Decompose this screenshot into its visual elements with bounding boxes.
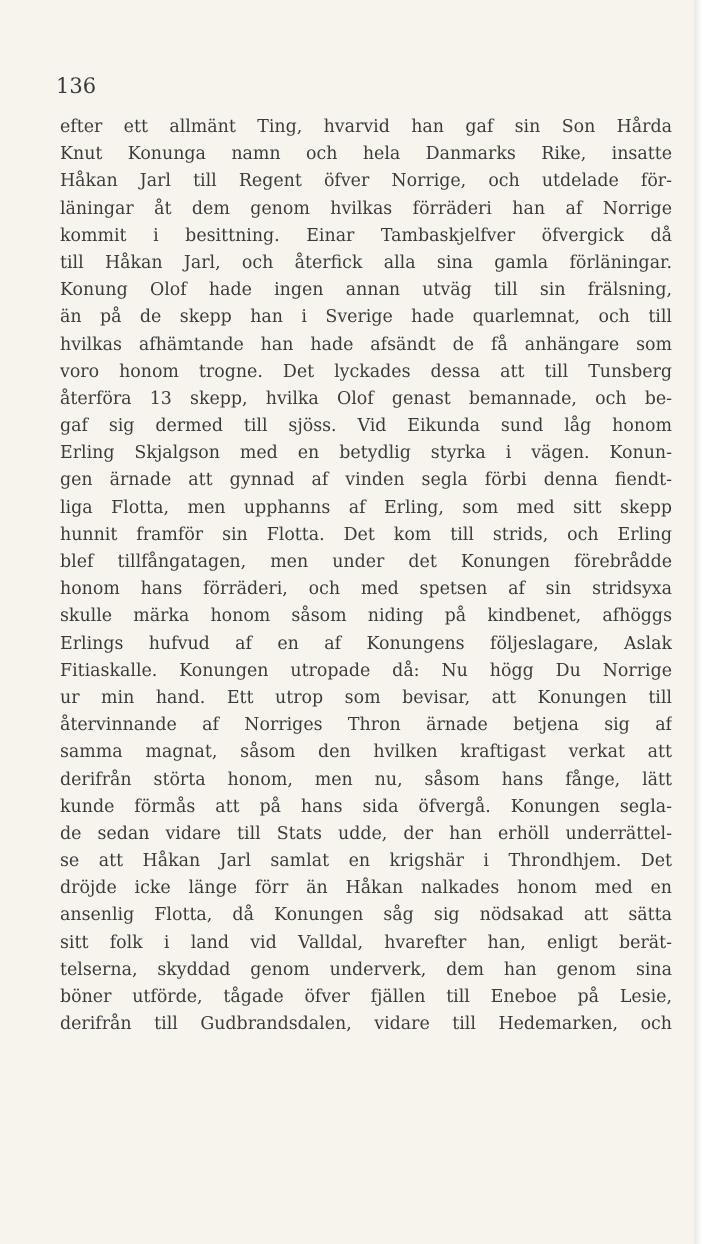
text-line: ansenlig Flotta, då Konungen såg sig nödsakad att sätta bbox=[60, 905, 672, 926]
text-line: Erling Skjalgson med en betydlig styrka i vägen. Konun- bbox=[60, 443, 672, 464]
text-line: böner utförde, tågade öfver fjällen till Eneboe på Lesie, bbox=[60, 987, 672, 1007]
text-line: gaf sig dermed till sjöss. Vid Eikunda sund låg honom bbox=[60, 416, 672, 437]
text-line: telserna, skyddad genom underverk, dem han genom sina bbox=[60, 959, 672, 980]
text-line: återvinnande af Norriges Thron ärnade betjena sig af bbox=[60, 715, 672, 736]
text-line: Konung Olof hade ingen annan utväg till sin frälsning, bbox=[60, 280, 672, 301]
text-line: derifrån störta honom, men nu, såsom hans fånge, lätt bbox=[60, 769, 672, 790]
text-line: läningar åt dem genom hvilkas förräderi han af Norrige bbox=[60, 198, 672, 219]
text-line: hvilkas afhämtande han hade afsändt de få anhängare som bbox=[60, 334, 672, 355]
page-number: 136 bbox=[56, 74, 97, 98]
text-line: Håkan Jarl till Regent öfver Norrige, och utdelade för- bbox=[60, 171, 672, 192]
text-line: återföra 13 skepp, hvilka Olof genast bemannade, och be- bbox=[60, 388, 672, 409]
text-line: gen ärnade att gynnad af vinden segla förbi denna fiendt- bbox=[60, 470, 672, 491]
text-line: efter ett allmänt Ting, hvarvid han gaf sin Son Hårda bbox=[60, 117, 672, 137]
text-line: kommit i besittning. Einar Tambaskjelfver öfvergick då bbox=[60, 225, 672, 246]
text-line: samma magnat, såsom den hvilken kraftigast verkat att bbox=[60, 742, 672, 763]
body-text bbox=[60, 114, 672, 1038]
text-line: derifrån till Gudbrandsdalen, vidare till Hedemarken, och bbox=[60, 1014, 672, 1035]
text-line: honom hans förräderi, och med spetsen af sin stridsyxa bbox=[60, 579, 672, 600]
text-line: dröjde icke länge förr än Håkan nalkades honom med en bbox=[60, 878, 672, 899]
text-line: Erlings hufvud af en af Konungens följeslagare, Aslak bbox=[60, 633, 672, 654]
text-line: Knut Konunga namn och hela Danmarks Rike, insatte bbox=[60, 144, 672, 165]
text-line: blef tillfångatagen, men under det Konungen förebrådde bbox=[60, 552, 672, 572]
text-line: de sedan vidare till Stats udde, der han erhöll underrättel- bbox=[60, 823, 672, 844]
text-line: skulle märka honom såsom niding på kindbenet, afhöggs bbox=[60, 606, 672, 627]
text-line: kunde förmås att på hans sida öfvergå. Konungen segla- bbox=[60, 796, 672, 817]
text-line: ur min hand. Ett utrop som bevisar, att Konungen till bbox=[60, 687, 672, 708]
text-line: till Håkan Jarl, och återfick alla sina gamla förläningar. bbox=[60, 252, 672, 273]
text-line: liga Flotta, men upphanns af Erling, som med sitt skepp bbox=[60, 497, 672, 518]
text-line: voro honom trogne. Det lyckades dessa att till Tunsberg bbox=[60, 361, 672, 382]
text-line: än på de skepp han i Sverige hade quarlemnat, och till bbox=[60, 307, 672, 328]
text-line: sitt folk i land vid Valldal, hvarefter han, enligt berät- bbox=[60, 932, 672, 953]
text-line: Fitiaskalle. Konungen utropade då: Nu högg Du Norrige bbox=[60, 660, 672, 681]
text-line: se att Håkan Jarl samlat en krigshär i Throndhjem. Det bbox=[60, 851, 672, 872]
page-margin bbox=[694, 0, 702, 1244]
text-line: hunnit framför sin Flotta. Det kom till strids, och Erling bbox=[60, 524, 672, 545]
